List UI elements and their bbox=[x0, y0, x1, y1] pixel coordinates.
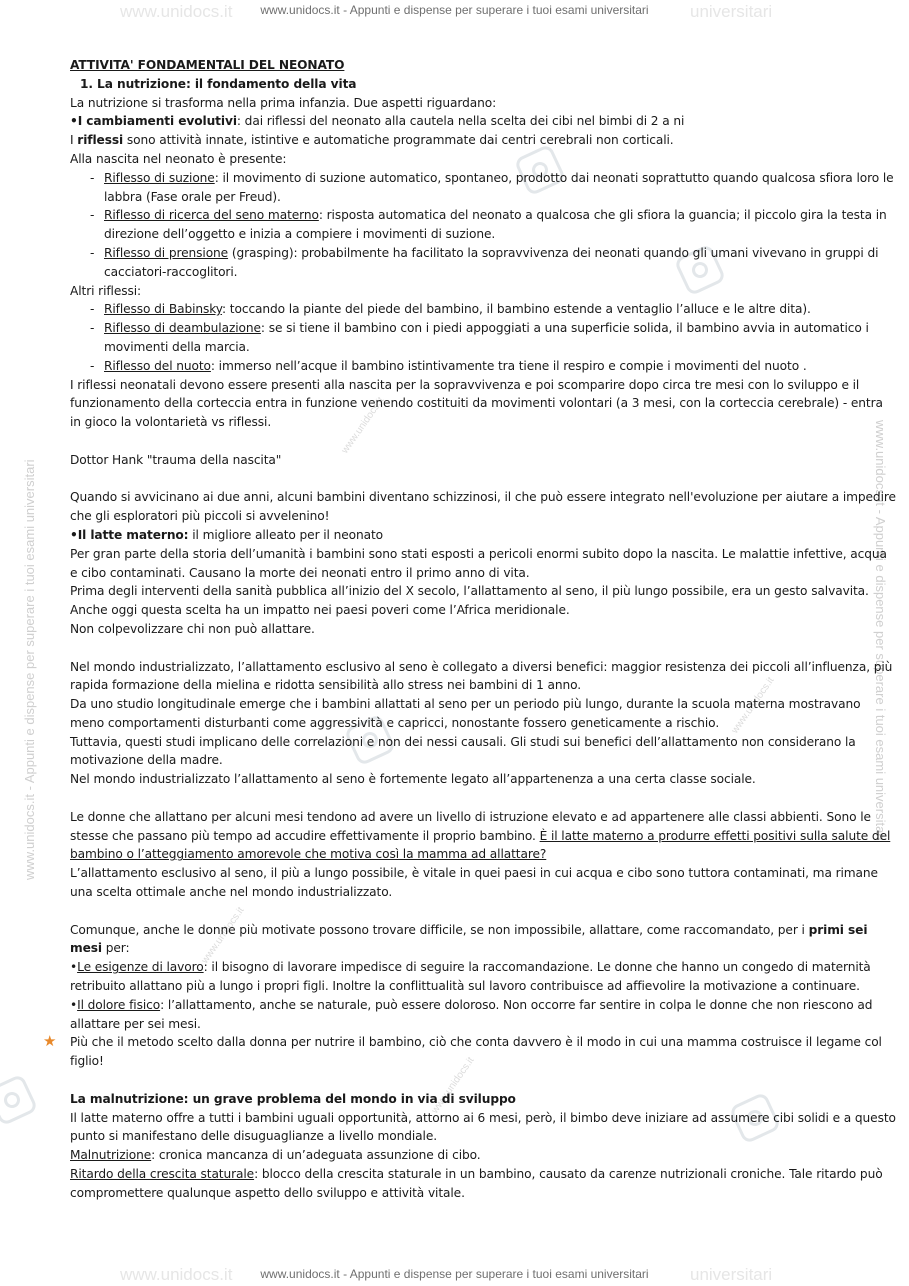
watermark-logo-icon bbox=[0, 1073, 39, 1126]
paragraph: Dottor Hank "trauma della nascita" bbox=[70, 452, 282, 467]
paragraph: Quando si avvicinano ai due anni, alcuni bambini diventano schizzinosi, il che può essere integrato nell'evoluzione per aiutare a impedire che gli esploratori più piccoli si avvelenino! bbox=[70, 490, 896, 524]
term-label: Riflesso di prensione bbox=[104, 245, 229, 260]
watermark-left-vertical: www.unidocs.it - Appunti e dispense per superare i tuoi esami universitari bbox=[22, 459, 37, 880]
term-label: Malnutrizione bbox=[70, 1148, 152, 1163]
watermark-ghost-top-right: universitari bbox=[690, 2, 773, 21]
paragraph: Nel mondo industrializzato l’allattamento al seno è fortemente legato all’appartenenza a una certa classe sociale. bbox=[70, 772, 756, 787]
list-item: - Riflesso di Babinsky: toccando la piante del piede del bambino, il bambino estende a ventaglio l’alluce e le altre dita). bbox=[90, 302, 811, 317]
paragraph: L’allattamento esclusivo al seno, il più a lungo possibile, è vitale in quei paesi in cui acqua e cibo sono tuttora contaminati, ma rimane una scelta ottimale anche nel mondo industrializzato. bbox=[70, 866, 878, 900]
paragraph: •Le esigenze di lavoro: il bisogno di lavorare impedisce di seguire la raccomandazione. Le donne che hanno un congedo di maternità retribuito allattano più a lungo i propri figli. Inoltre la conflittualità sul lavoro contribuisce ad affievolire la motivazione a continuare. bbox=[70, 960, 871, 994]
bold-term: riflessi bbox=[77, 133, 124, 148]
watermark-diag-1: www.unidocs.it bbox=[339, 395, 387, 456]
paragraph: Prima degli interventi della sanità pubblica all’inizio del X secolo, l’allattamento al seno, il più lungo possibile, era un gesto salvavita. Anche oggi questa scelta ha un impatto nei paesi poveri come l’Africa meridionale. bbox=[70, 584, 869, 618]
paragraph: Le donne che allattano per alcuni mesi tendono ad avere un livello di istruzione elevato e ad appartenere alle classi abbienti. Sono le stesse che passano più tempo ad accudire effettivamente il proprio bambino. È il latte materno a produrre effetti positivi sulla salute del bambino o l’atteggiamento amorevole che motiva così la mamma ad allattare? bbox=[70, 809, 891, 862]
list-item: - Riflesso di ricerca del seno materno: risposta automatica del neonato a qualcosa che gli sfiora la guancia; il piccolo gira la testa in direzione dell’oggetto e inizia a compiere i movimenti di suzione. bbox=[90, 208, 887, 242]
paragraph: Ritardo della crescita staturale: blocco della crescita staturale in un bambino, causato da carenze nutrizionali croniche. Tale ritardo può compromettere qualunque aspetto dello sviluppo e attività vitale. bbox=[70, 1167, 883, 1200]
document-body bbox=[70, 56, 896, 1203]
paragraph: •Il latte materno: il migliore alleato per il neonato bbox=[70, 527, 384, 542]
section-heading-nutrition: 1. La nutrizione: il fondamento della vita bbox=[80, 76, 357, 91]
paragraph: Da uno studio longitudinale emerge che i bambini allattati al seno per un periodo più lungo, durante la scuola materna mostravano meno comportamenti disturbanti come aggressività e capricci, nonostante fossero geneticamente a rischio. bbox=[70, 697, 861, 730]
paragraph: •Il dolore fisico: l’allattamento, anche se naturale, può essere doloroso. Non occorre far sentire in colpa le donne che non riescono ad allattare per sei mesi. bbox=[70, 997, 873, 1031]
watermark-footer: www.unidocs.it - Appunti e dispense per superare i tuoi esami universitari bbox=[260, 1267, 649, 1281]
watermark-ghost-top: www.unidocs.it bbox=[120, 2, 233, 21]
term-label: Il dolore fisico bbox=[77, 997, 161, 1012]
term-label: Riflesso di Babinsky bbox=[104, 302, 223, 317]
paragraph: Malnutrizione: cronica mancanza di un’adeguata assunzione di cibo. bbox=[70, 1148, 481, 1163]
bold-term: •I cambiamenti evolutivi bbox=[70, 114, 237, 129]
paragraph: Comunque, anche le donne più motivate possono trovare difficile, se non impossibile, allattare, come raccomandato, per i primi sei mesi per: bbox=[70, 922, 868, 956]
paragraph: I riflessi neonatali devono essere presenti alla nascita per la sopravvivenza e poi scomparire dopo circa tre mesi con lo sviluppo e il funzionamento della corteccia entra in funzione venendo costituiti da movimenti volontari (a 3 mesi, con la corteccia cerebrale) - entra in gioco la volontarietà vs riflessi. bbox=[70, 377, 883, 430]
list-item: - Riflesso del nuoto: immerso nell’acque il bambino istintivamente tra tiene il respiro e compie i movimenti del nuoto . bbox=[90, 358, 807, 373]
paragraph: Non colpevolizzare chi non può allattare. bbox=[70, 621, 315, 636]
watermark-diag-2: www.unidocs.it bbox=[729, 675, 777, 736]
paragraph: Alla nascita nel neonato è presente: bbox=[70, 151, 287, 166]
paragraph: Nel mondo industrializzato, l’allattamento esclusivo al seno è collegato a diversi benefici: maggior resistenza dei piccoli all’influenza, più rapida formazione della mielina e ridotta sensibilità allo stress nei bambini di 1 anno. bbox=[70, 659, 893, 693]
watermark-ghost-bottom: www.unidocs.it bbox=[120, 1265, 233, 1284]
term-label: Riflesso di deambulazione bbox=[104, 321, 261, 336]
term-label: Riflesso del nuoto bbox=[104, 358, 211, 373]
star-icon: ★ bbox=[43, 1032, 57, 1050]
term-label: Riflesso di suzione bbox=[104, 170, 215, 185]
section-heading-malnutrition: La malnutrizione: un grave problema del mondo in via di sviluppo bbox=[70, 1091, 516, 1106]
bold-term: •Il latte materno: bbox=[70, 527, 189, 542]
term-label: Ritardo della crescita staturale bbox=[70, 1167, 255, 1182]
term-label: Riflesso di ricerca del seno materno bbox=[104, 208, 319, 223]
paragraph: I riflessi sono attività innate, istintive e automatiche programmate dai centri cerebrali non corticali. bbox=[70, 133, 674, 148]
list-item: - Riflesso di deambulazione: se si tiene il bambino con i piedi appoggiati a una superficie solida, il bambino avvia in automatico i movimenti della marcia. bbox=[90, 321, 869, 354]
list-item: - Riflesso di prensione (grasping): probabilmente ha facilitato la sopravvivenza dei neonati quando gli umani vivevano in gruppi di cacciatori-raccoglitori. bbox=[90, 245, 879, 279]
watermark-ghost-bottom-right: universitari bbox=[690, 1265, 773, 1284]
paragraph: La nutrizione si trasforma nella prima infanzia. Due aspetti riguardano: bbox=[70, 95, 497, 110]
document-title: ATTIVITA' FONDAMENTALI DEL NEONATO bbox=[70, 58, 345, 72]
paragraph: Per gran parte della storia dell’umanità i bambini sono stati esposti a pericoli enormi subito dopo la nascita. Le malattie infettive, acqua e cibo contaminati. Causano la morte dei neonati entro il primo anno di vita. bbox=[70, 546, 887, 580]
watermark-diag-3: www.unidocs.it bbox=[199, 905, 247, 966]
bold-term: primi sei mesi bbox=[70, 922, 868, 956]
paragraph: •I cambiamenti evolutivi: dai riflessi del neonato alla cautela nella scelta dei cibi nel bimbi di 2 a ni bbox=[70, 114, 685, 129]
watermark-header: www.unidocs.it - Appunti e dispense per superare i tuoi esami universitari bbox=[260, 3, 649, 17]
watermark-right-vertical: www.unidocs.it - Appunti e dispense per superare i tuoi esami universitari bbox=[873, 420, 888, 841]
list-item: - Riflesso di suzione: il movimento di suzione automatico, spontaneo, prodotto dai neonati soprattutto quando qualcosa sfiora loro le labbra (Fase orale per Freud). bbox=[90, 170, 894, 204]
paragraph: Il latte materno offre a tutti i bambini uguali opportunità, attorno ai 6 mesi, però, il bimbo deve iniziare ad assumere cibi solidi e a questo punto si manifestano delle disuguaglianze a livello mondiale. bbox=[70, 1110, 896, 1144]
paragraph: Altri riflessi: bbox=[70, 283, 142, 298]
paragraph: Tuttavia, questi studi implicano delle correlazioni e non dei nessi causali. Gli studi sui benefici dell’allattamento non considerano la motivazione della madre. bbox=[70, 734, 856, 768]
underlined-question: È il latte materno a produrre effetti positivi sulla salute del bambino o l’atteggiamento amorevole che motiva così la mamma ad allattare? bbox=[70, 828, 891, 862]
paragraph: Più che il metodo scelto dalla donna per nutrire il bambino, ciò che conta davvero è il modo in cui una mamma costruisce il legame col figlio! bbox=[70, 1035, 882, 1069]
watermark-diag-4: www.unidocs.it bbox=[429, 1055, 477, 1116]
term-label: Le esigenze di lavoro bbox=[77, 960, 204, 975]
